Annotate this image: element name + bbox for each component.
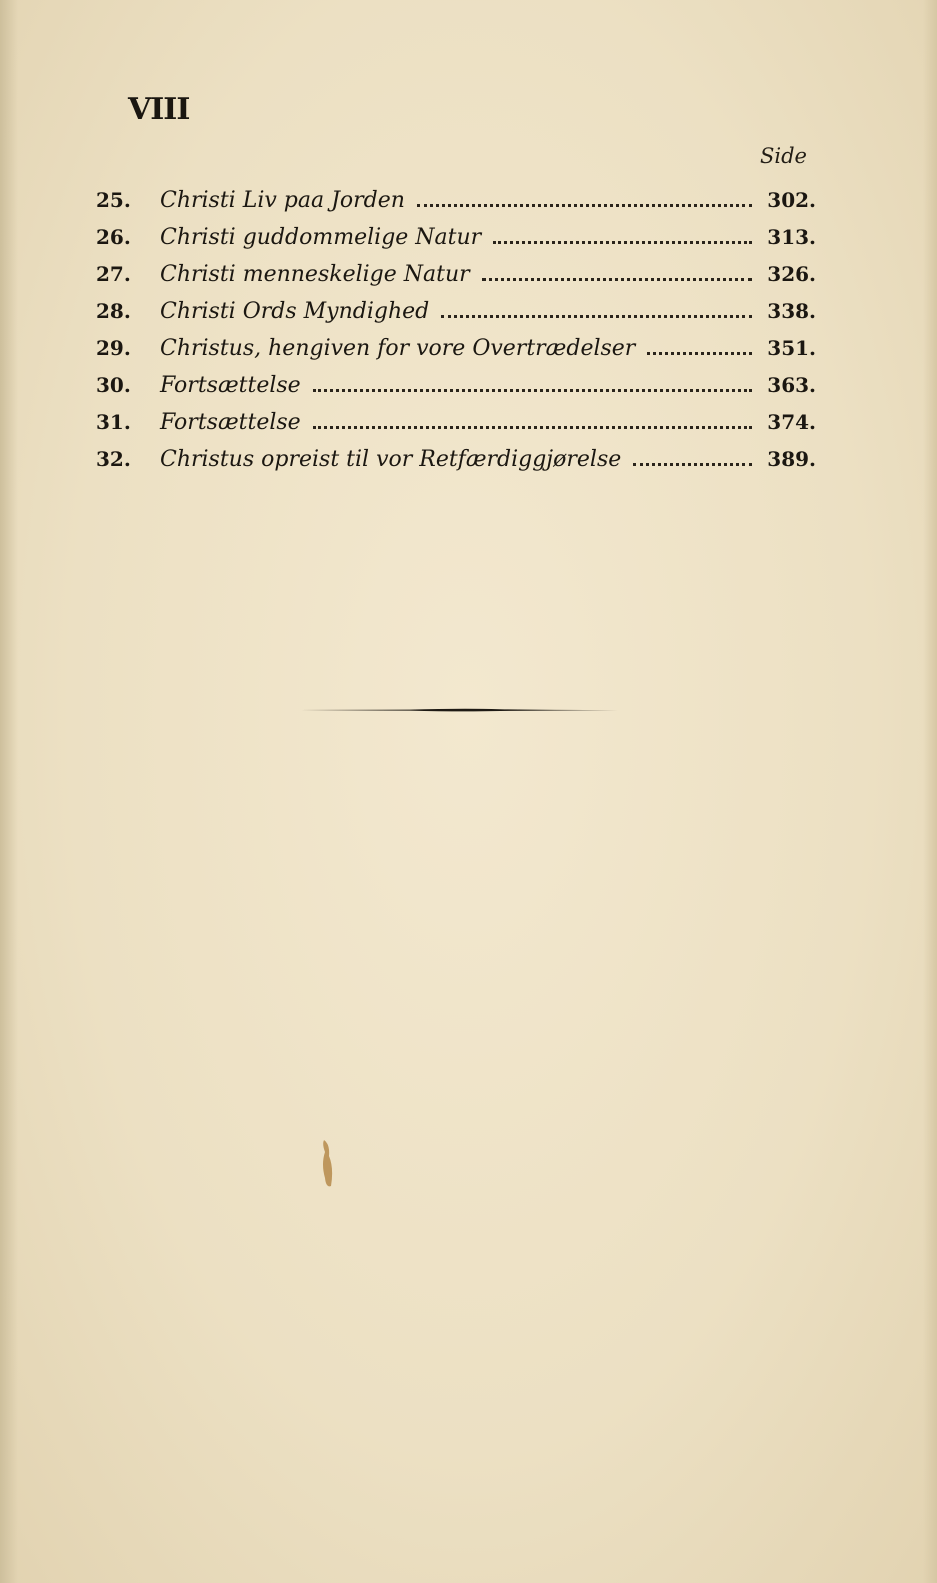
toc-entry-number: 31.: [96, 410, 131, 434]
toc-entry-title: Christi menneskelige Natur: [160, 262, 470, 287]
toc-entry-number: 32.: [96, 447, 131, 471]
leader-dots: [493, 227, 752, 244]
toc-entry-number: 29.: [96, 336, 131, 360]
toc-entry-page: 363.: [767, 373, 816, 397]
toc-entry: [96, 262, 816, 299]
toc-entry-page: 389.: [767, 447, 816, 471]
toc-entry: [96, 299, 816, 336]
toc-entry-title: Fortsættelse: [160, 373, 301, 398]
toc-entry-number: 30.: [96, 373, 131, 397]
toc-entry-title: Christi guddommelige Natur: [160, 225, 482, 250]
toc-entry-title: Christi Ords Myndighed: [160, 299, 430, 324]
paper-fleck: [318, 1138, 338, 1190]
leader-dots: [633, 449, 752, 466]
page-edge-right: [923, 0, 937, 1583]
leader-dots: [441, 301, 752, 318]
ornamental-divider-rule: [300, 707, 618, 713]
show-through-text: [470, 540, 830, 1440]
leader-dots: [417, 190, 752, 207]
toc-entry-page: 374.: [767, 410, 816, 434]
toc-entry: [96, 373, 816, 410]
toc-entry-number: 28.: [96, 299, 131, 323]
toc-entry-number: 25.: [96, 188, 131, 212]
toc-entry: [96, 225, 816, 262]
toc-entry-page: 326.: [767, 262, 816, 286]
toc-entry-number: 26.: [96, 225, 131, 249]
page-column-heading: Side: [760, 144, 807, 168]
toc-entry-title: Christus, hengiven for vore Overtrædelser: [160, 336, 636, 361]
toc-entry-number: 27.: [96, 262, 131, 286]
leader-dots: [313, 412, 752, 429]
toc-entry-title: Fortsættelse: [160, 410, 301, 435]
leader-dots: [482, 264, 752, 281]
toc-entry: [96, 410, 816, 447]
toc-entry-title: Christus opreist til vor Retfærdiggjørelse: [160, 447, 622, 472]
leader-dots: [313, 375, 752, 392]
toc-entry: [96, 336, 816, 373]
toc-entry: [96, 447, 816, 484]
toc-entry-page: 302.: [767, 188, 816, 212]
toc-entry-page: 313.: [767, 225, 816, 249]
toc-entry: [96, 188, 816, 225]
page-number: VIII: [128, 92, 190, 127]
toc-entry-title: Christi Liv paa Jorden: [160, 188, 405, 213]
page-edge-left: [0, 0, 18, 1583]
table-of-contents: [96, 188, 816, 484]
toc-entry-page: 338.: [767, 299, 816, 323]
toc-entry-page: 351.: [767, 336, 816, 360]
leader-dots: [647, 338, 752, 355]
